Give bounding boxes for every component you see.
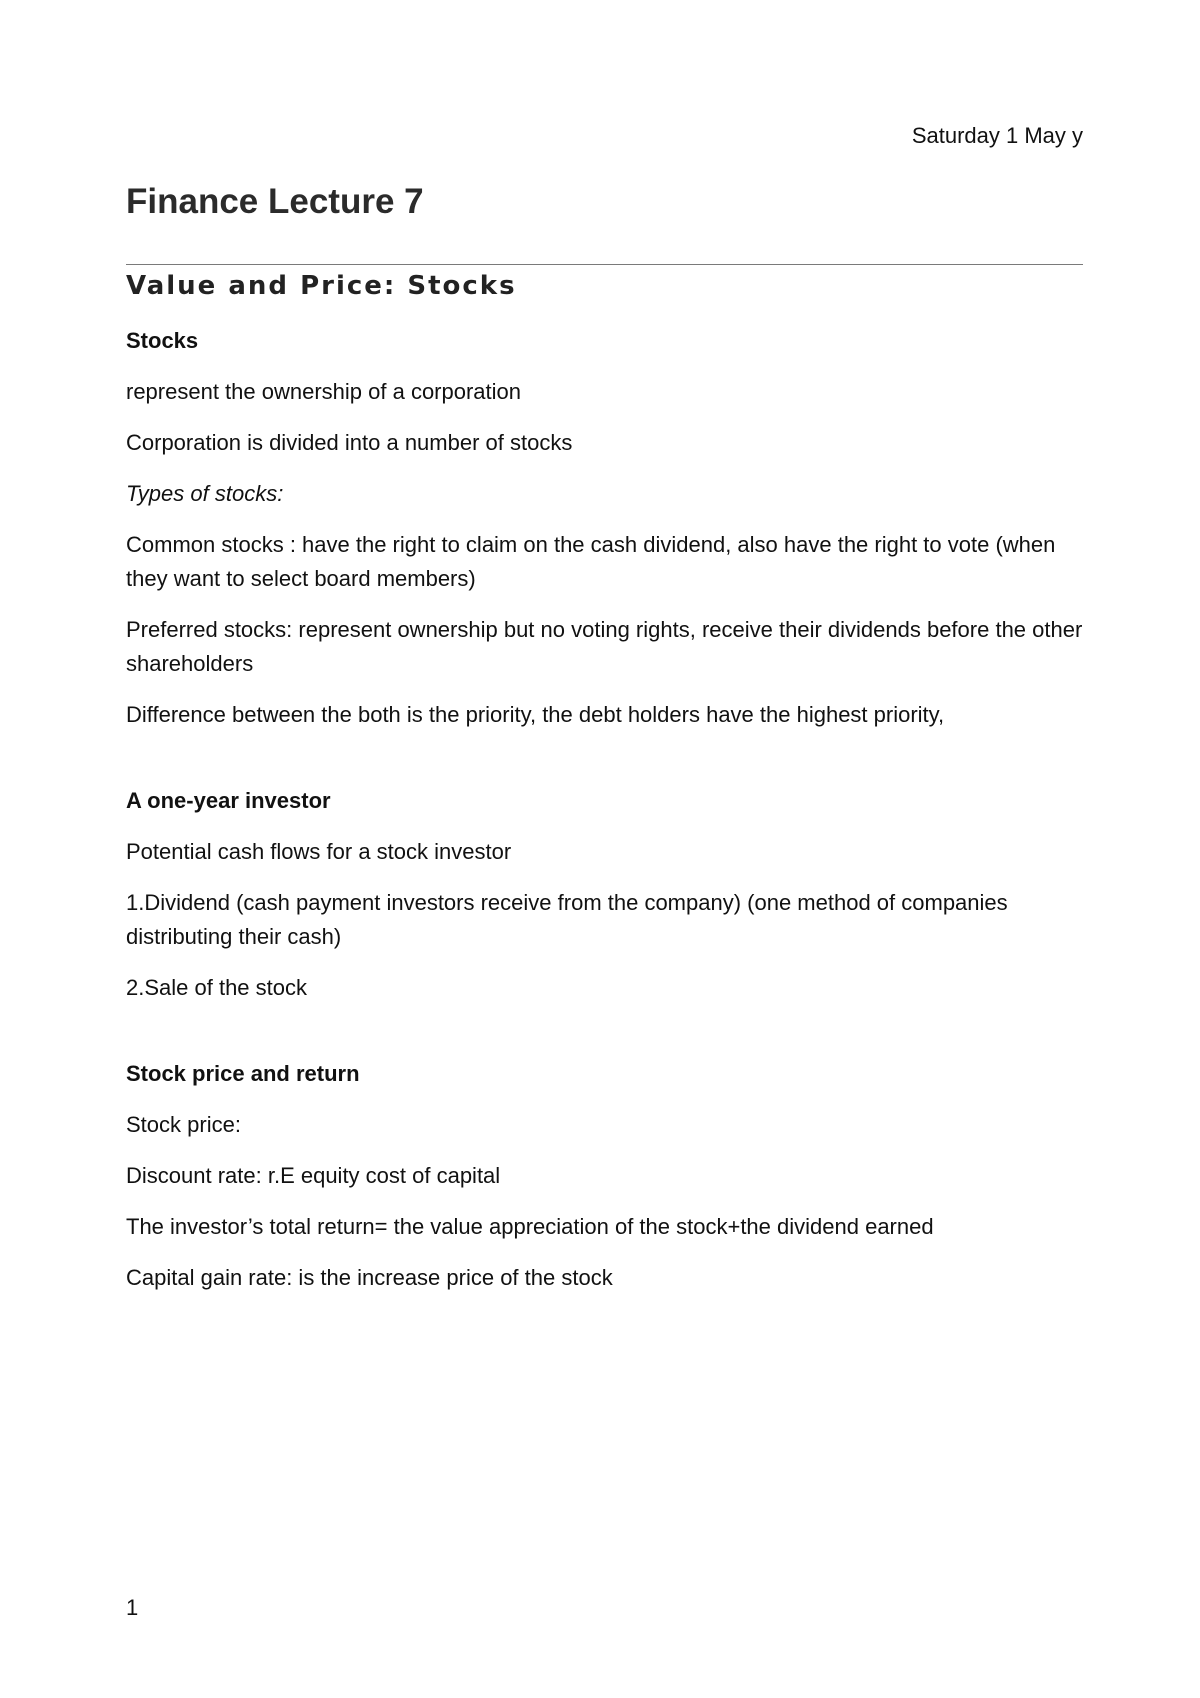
paragraph: Capital gain rate: is the increase price of the stock xyxy=(126,1265,613,1290)
paragraph-difference: Difference between the both is the priority, the debt holders have the highest priority, xyxy=(126,702,945,727)
date-header: Saturday 1 May y xyxy=(911,123,1083,148)
list-item-dividend: 1.Dividend (cash payment investors receive from the company) (one method of companies distributing their cash) xyxy=(126,890,1008,949)
title-divider xyxy=(126,264,1083,265)
paragraph: Potential cash flows for a stock investor xyxy=(126,839,512,864)
paragraph-preferred-stocks: Preferred stocks: represent ownership but no voting rights, receive their dividends before the other shareholders xyxy=(126,617,1083,676)
page-number: 1 xyxy=(126,1595,139,1620)
paragraph: represent the ownership of a corporation xyxy=(126,379,522,404)
section-heading-stocks: Stocks xyxy=(126,328,199,353)
paragraph-common-stocks: Common stocks : have the right to claim on the cash dividend, also have the right to vote (when they want to select board members) xyxy=(126,532,1056,591)
paragraph: The investor’s total return= the value appreciation of the stock+the dividend earned xyxy=(126,1214,934,1239)
list-item-sale: 2.Sale of the stock xyxy=(126,975,307,1000)
paragraph: Stock price: xyxy=(126,1112,241,1137)
paragraph: Discount rate: r.E equity cost of capital xyxy=(126,1163,501,1188)
section-heading-investor: A one-year investor xyxy=(126,788,331,813)
page-title: Finance Lecture 7 xyxy=(126,182,424,221)
paragraph: Corporation is divided into a number of stocks xyxy=(126,430,573,455)
document-body xyxy=(126,324,1086,1312)
page-subtitle: Value and Price: Stocks xyxy=(126,271,517,301)
types-label: Types of stocks: xyxy=(126,481,284,506)
section-heading-price-return: Stock price and return xyxy=(126,1061,360,1086)
